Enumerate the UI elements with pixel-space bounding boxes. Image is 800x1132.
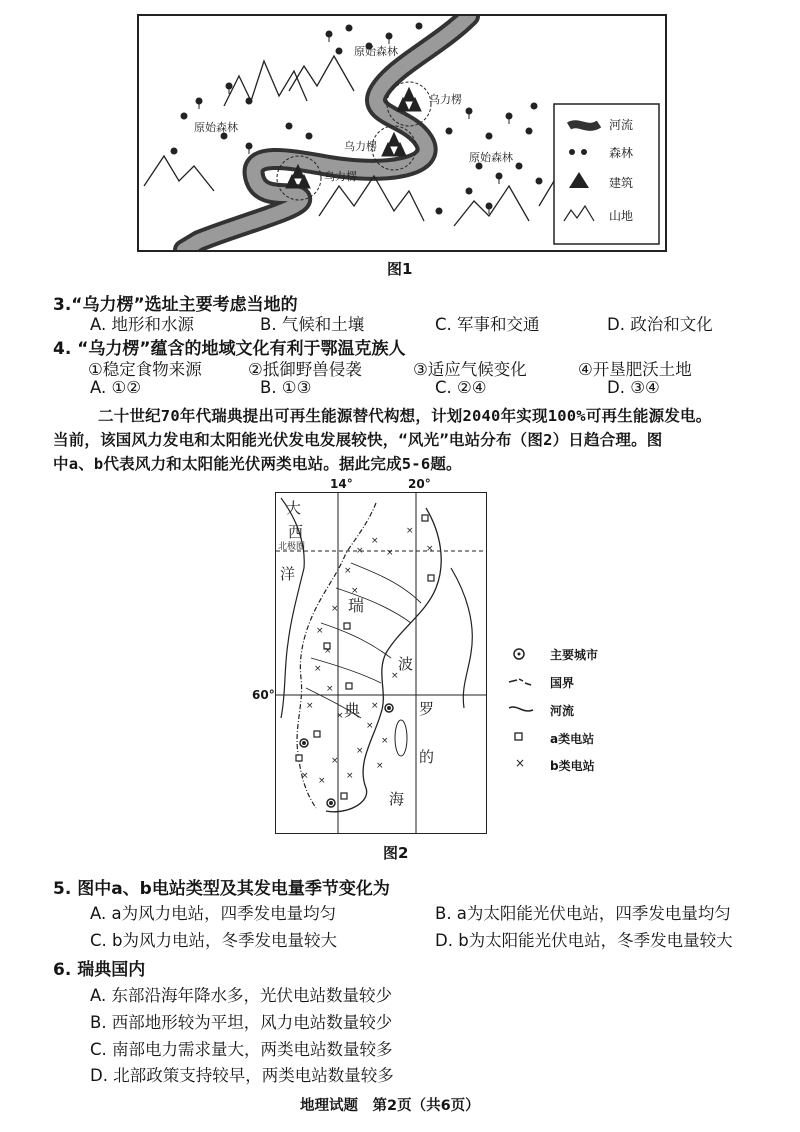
label-yang: 洋 <box>280 565 296 583</box>
svg-text:×: × <box>301 771 309 781</box>
legend-border-text: 国界 <box>550 676 575 690</box>
label-dian: 典 <box>344 701 361 720</box>
svg-text:×: × <box>366 721 374 731</box>
question-5-stem: 5. 图中a、b电站类型及其发电量季节变化为 <box>53 879 390 899</box>
question-4-item-2: ②抵御野兽侵袭 <box>248 360 362 379</box>
svg-text:×: × <box>316 626 324 636</box>
label-da: 大 <box>286 499 302 517</box>
question-6-option-c: C. 南部电力需求量大，两类电站数量较多 <box>90 1040 393 1059</box>
svg-text:×: × <box>386 548 394 558</box>
svg-text:×: × <box>336 711 344 721</box>
question-3-option-b: B. 气候和土壤 <box>260 315 365 334</box>
label-arctic: 北极圈 <box>278 542 306 552</box>
question-5-option-c: C. b为风力电站，冬季发电量较大 <box>90 931 337 950</box>
question-3-stem: 3.“乌力楞”选址主要考虑当地的 <box>53 295 298 315</box>
question-4-item-1: ①稳定食物来源 <box>88 360 202 379</box>
legend-mountain-text: 山地 <box>609 209 634 223</box>
figure2-lon-20: 20° <box>408 477 431 491</box>
question-4-option-c: C. ②④ <box>435 378 487 397</box>
question-6-option-a: A. 东部沿海年降水多，光伏电站数量较少 <box>90 986 392 1005</box>
svg-text:×: × <box>314 664 322 674</box>
svg-text:×: × <box>331 756 339 766</box>
svg-text:×: × <box>326 684 334 694</box>
svg-text:×: × <box>376 761 384 771</box>
svg-text:×: × <box>391 671 399 681</box>
svg-text:×: × <box>406 526 414 536</box>
svg-text:×: × <box>351 586 359 596</box>
figure2-lon-14: 14° <box>330 477 353 491</box>
legend-forest-text: 森林 <box>609 146 634 160</box>
svg-text:×: × <box>426 544 434 554</box>
svg-text:×: × <box>356 546 364 556</box>
label-village-mid: 乌力楞 <box>344 140 377 153</box>
legend-b-station-text: b类电站 <box>550 759 595 773</box>
figure2-lat-60: 60° <box>252 688 275 702</box>
intro-line-3: 中a、b代表风力和太阳能光伏两类电站。据此完成5-6题。 <box>53 455 462 473</box>
question-4-option-a: A. ①② <box>90 378 142 397</box>
figure2-drawing <box>276 493 486 833</box>
label-forest-top: 原始森林 <box>354 45 398 58</box>
label-village-low: 乌力楞 <box>324 170 357 183</box>
question-5-option-b: B. a为太阳能光伏电站，四季发电量均匀 <box>435 904 731 923</box>
svg-text:×: × <box>331 604 339 614</box>
question-4-option-b: B. ①③ <box>260 378 312 397</box>
intro-line-1: 二十世纪70年代瑞典提出可再生能源替代构想，计划2040年实现100%可再生能源发电。 <box>98 407 712 425</box>
page-footer: 地理试题 第2页（共6页） <box>300 1098 480 1114</box>
svg-text:×: × <box>371 536 379 546</box>
question-3-option-c: C. 军事和交通 <box>435 315 540 334</box>
legend-river-text: 河流 <box>609 118 634 132</box>
figure2-legend-symbols <box>505 640 545 780</box>
figure1-map <box>137 14 667 252</box>
label-rui: 瑞 <box>348 596 365 615</box>
label-village-top: 乌力楞 <box>429 93 462 106</box>
question-3-option-a: A. 地形和水源 <box>90 315 194 334</box>
question-4-item-4: ④开垦肥沃土地 <box>578 360 692 379</box>
label-luo: 罗 <box>419 700 435 718</box>
question-6-option-b: B. 西部地形较为平坦，风力电站数量较少 <box>90 1013 393 1032</box>
question-4-item-3: ③适应气候变化 <box>413 360 527 379</box>
question-5-option-d: D. b为太阳能光伏电站，冬季发电量较大 <box>435 931 733 950</box>
label-xi: 西 <box>288 523 304 541</box>
intro-line-2: 当前，该国风力发电和太阳能光伏发电发展较快，“风光”电站分布（图2）日趋合理。图 <box>53 431 663 449</box>
svg-text:×: × <box>381 736 389 746</box>
legend-river2-text: 河流 <box>550 704 575 718</box>
legend-city-text: 主要城市 <box>550 648 599 662</box>
question-6-option-d: D. 北部政策支持较早，两类电站数量较多 <box>90 1066 394 1085</box>
figure1-caption: 图1 <box>387 260 413 278</box>
svg-text:×: × <box>346 771 354 781</box>
label-de: 的 <box>419 748 435 766</box>
finland-coast <box>451 568 472 708</box>
question-6-stem: 6. 瑞典国内 <box>53 960 146 980</box>
question-4-option-d: D. ③④ <box>607 378 660 397</box>
label-forest-right: 原始森林 <box>469 151 513 164</box>
svg-text:×: × <box>324 646 332 656</box>
legend-a-station-text: a类电站 <box>550 732 595 746</box>
label-forest-left: 原始森林 <box>194 121 238 134</box>
svg-text:×: × <box>306 701 314 711</box>
label-hai: 海 <box>389 790 405 808</box>
svg-text:×: × <box>318 776 326 786</box>
figure2-map <box>275 492 487 834</box>
question-4-stem: 4. “乌力楞”蕴含的地域文化有利于鄂温克族人 <box>53 339 406 359</box>
svg-text:×: × <box>356 746 364 756</box>
b-type-stations <box>301 526 434 786</box>
figure2-caption: 图2 <box>383 844 409 862</box>
legend-building-text: 建筑 <box>609 176 634 190</box>
question-3-option-d: D. 政治和文化 <box>607 315 713 334</box>
svg-text:×: × <box>371 701 379 711</box>
question-5-option-a: A. a为风力电站，四季发电量均匀 <box>90 904 337 923</box>
svg-text:×: × <box>515 756 526 770</box>
label-bo: 波 <box>398 655 414 673</box>
svg-text:×: × <box>344 566 352 576</box>
